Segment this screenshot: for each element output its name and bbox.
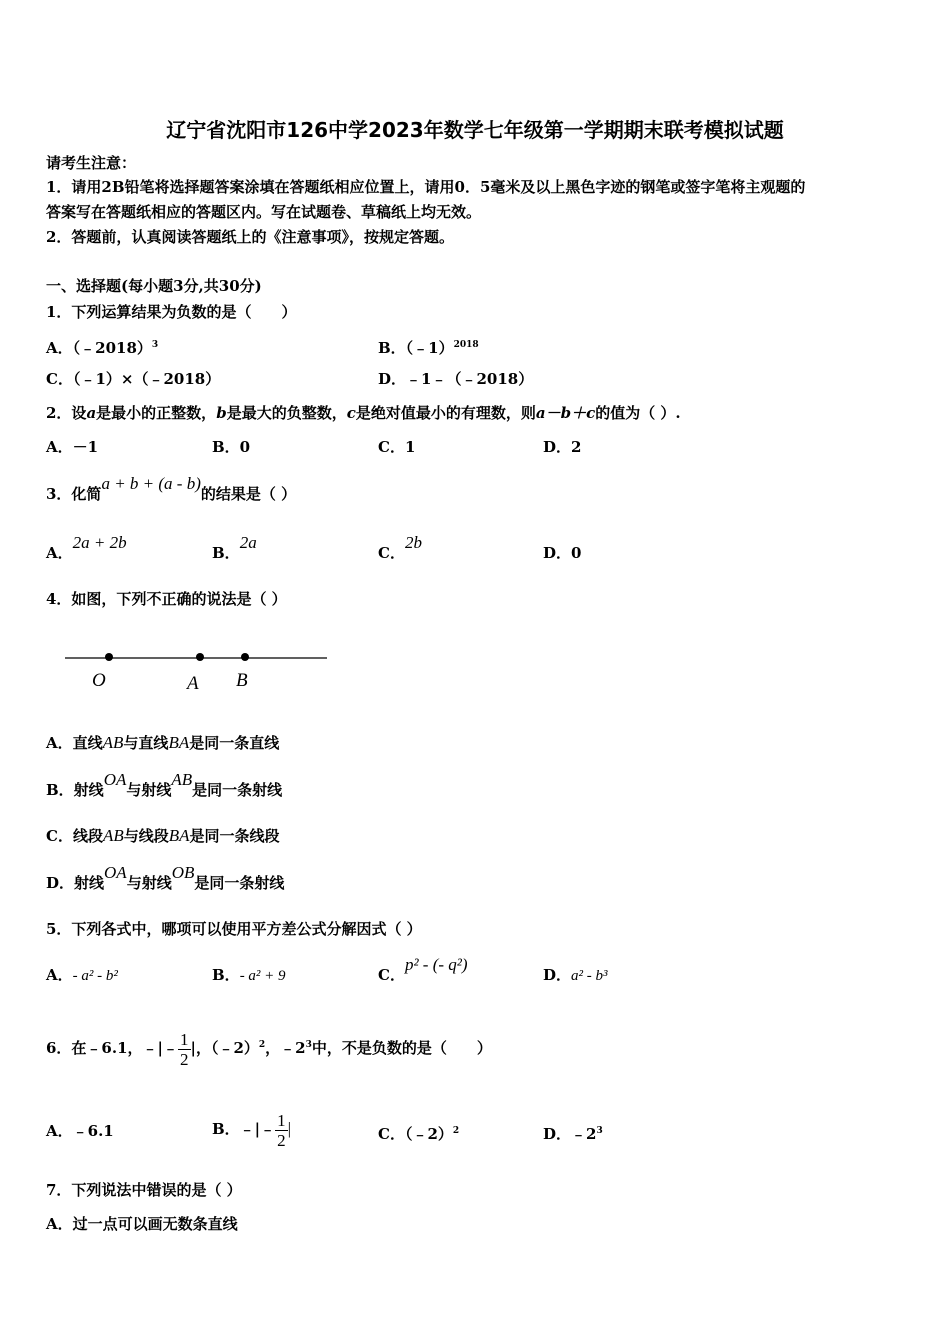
question-4-stem: 4．如图，下列不正确的说法是（ ）: [46, 590, 287, 608]
question-2-option-c: C．1: [378, 438, 416, 456]
question-4-option-b: B．射线OA与射线AB是同一条射线: [46, 770, 283, 799]
question-3-option-a: A．2a + 2b: [46, 533, 127, 562]
question-5-option-d: D．a² - b³: [543, 966, 608, 984]
question-2-option-d: D．2: [543, 438, 582, 456]
section-heading: 一、选择题(每小题3分,共30分): [46, 277, 262, 295]
question-4-option-a: A．直线AB与直线BA是同一条直线: [46, 733, 280, 752]
question-4-option-d: D．射线OA与射线OB是同一条射线: [46, 863, 285, 892]
question-3-option-b: B．2a: [212, 533, 257, 562]
question-6-option-c: C．（﹣2）$^2$: [378, 1125, 460, 1143]
question-3-option-d: D．0: [543, 544, 582, 562]
number-line-figure: [60, 640, 340, 700]
question-6-stem: 6．在﹣6.1，﹣|﹣ $\frac{1}{2}$ |，（﹣2）$^2$，$﹣2^3$中，不是负数的是（ ）: [46, 1029, 492, 1069]
question-3-option-c: C．2b: [378, 533, 422, 562]
question-7-option-a: A．过一点可以画无数条直线: [46, 1215, 238, 1233]
question-5-option-a: A．- a² - b²: [46, 966, 118, 984]
question-5-option-c: C．p² - (- q²): [378, 955, 468, 984]
question-5-option-b: B．- a² + 9: [212, 966, 286, 984]
question-2-stem: 2．设a是最小的正整数，b是最大的负整数，c是绝对值最小的有理数，则a－b＋c的值为（ ）.: [46, 404, 681, 422]
point-a: [196, 653, 204, 661]
question-1-option-c: C．（﹣1）×（﹣2018）: [46, 370, 221, 388]
point-o: [105, 653, 113, 661]
question-1-option-d: D．﹣1﹣（﹣2018）: [378, 370, 534, 388]
page-title: 辽宁省沈阳市126中学2023年数学七年级第一学期期末联考模拟试题: [166, 118, 784, 142]
question-1-option-a: A．（﹣2018）$^3$: [46, 339, 159, 357]
question-4-option-c: C．线段AB与线段BA是同一条线段: [46, 826, 280, 845]
label-o: O: [92, 670, 106, 691]
fraction-one-half: $\frac{1}{2}$: [180, 1029, 189, 1069]
question-6-option-d: D．$﹣2^3$: [543, 1125, 603, 1143]
notice-heading: 请考生注意：: [46, 154, 137, 172]
notice-line-3: 2．答题前，认真阅读答题纸上的《注意事项》，按规定答题。: [46, 228, 454, 246]
question-6-option-a: A．﹣6.1: [46, 1122, 114, 1140]
label-b: B: [236, 670, 248, 691]
question-2-option-a: A．－1: [46, 438, 99, 456]
point-b: [241, 653, 249, 661]
question-6-option-b: B．﹣|﹣ $\frac{1}{2}$ |: [212, 1110, 292, 1150]
notice-line-2: 答案写在答题纸相应的答题区内。写在试题卷、草稿纸上均无效。: [46, 203, 482, 221]
question-1-stem: 1．下列运算结果为负数的是（ ）: [46, 303, 297, 321]
question-7-stem: 7．下列说法中错误的是（ ）: [46, 1181, 242, 1199]
label-a: A: [187, 673, 199, 694]
question-3-stem: 3．化简a + b + (a - b)的结果是（ ）: [46, 474, 297, 503]
question-3-expression: a + b + (a - b): [101, 474, 201, 493]
notice-line-1: 1．请用2B铅笔将选择题答案涂填在答题纸相应位置上，请用0．5毫米及以上黑色字迹的钢笔或签字笔将主观题的: [46, 178, 806, 196]
fraction-one-half: $\frac{1}{2}$: [277, 1110, 286, 1150]
question-5-stem: 5．下列各式中，哪项可以使用平方差公式分解因式（ ）: [46, 920, 422, 938]
question-1-option-b: B．（﹣1）$^{2018}$: [378, 339, 479, 357]
question-2-option-b: B．0: [212, 438, 251, 456]
